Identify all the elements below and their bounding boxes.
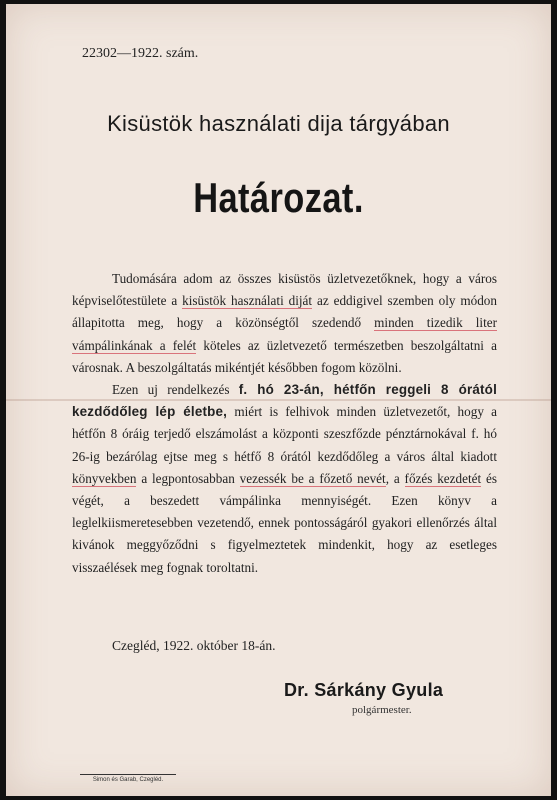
text-run: köteles az üzletvezető természetben beszolgáltatni a városnak. A beszolgáltatás mikéntjét későbben fogom közölni.	[72, 337, 498, 375]
underlined-text: vezessék be a főzető nevét	[239, 470, 386, 486]
reference-number: 22302—1922. szám.	[82, 46, 199, 61]
document-subject: Kisüstök használati dija tárgyában	[107, 111, 450, 136]
signer-name: Dr. Sárkány Gyula	[284, 680, 444, 700]
text-run: , a	[385, 470, 405, 486]
underlined-text: könyvekben	[72, 470, 137, 486]
text-run: a legpontosabban	[136, 470, 240, 486]
text-run: és végét, a beszedett vámpálinka mennyiségét. Ezen könyv a leglelkiismeretesebben vezetendő, ennek pontosságáról gyakori ellenőrzés által kivánok meggyőződni s figyelmeztetek mindenkit, hogy az esetleges visszaélések meg fognak toroltatni.	[72, 470, 497, 575]
text-run: miért is felhivok minden üzletvezetőt, hogy a hétfőn 8 óráig terjedő elszámolást a központi szeszfőzde pénztárnokával f. hó 26-ig bezárólag ejtse meg s hétfő 8 órától kezdődőleg a város által kiadott	[72, 404, 497, 464]
document-body	[72, 268, 497, 579]
signer-title: polgármester.	[352, 704, 412, 716]
underlined-text: kisüstök használati diját	[182, 293, 313, 309]
paragraph-1	[72, 268, 497, 379]
underlined-text: főzés kezdetét	[404, 470, 482, 486]
document-heading: Határozat.	[193, 174, 364, 221]
underlined-text: minden tizedik liter vámpálinkának a felét	[72, 315, 497, 353]
text-run: Ezen uj rendelkezés	[112, 382, 239, 398]
paragraph-2	[72, 379, 497, 579]
bold-text: f. hó 23-án, hétfőn reggeli 8 órától kezdődőleg lép életbe,	[72, 382, 497, 420]
text-run: Tudomására adom az összes kisüstös üzletvezetőknek, hogy a város képviselőtestülete a	[72, 271, 497, 309]
printer-imprint: Simon és Garab, Czegléd.	[80, 774, 176, 783]
date-line: Czegléd, 1922. október 18-án.	[112, 638, 276, 653]
document-sheet	[6, 4, 551, 796]
text-run: az eddigivel szemben oly módon állapitotta meg, hogy a közönségtől szedendő	[72, 293, 497, 331]
